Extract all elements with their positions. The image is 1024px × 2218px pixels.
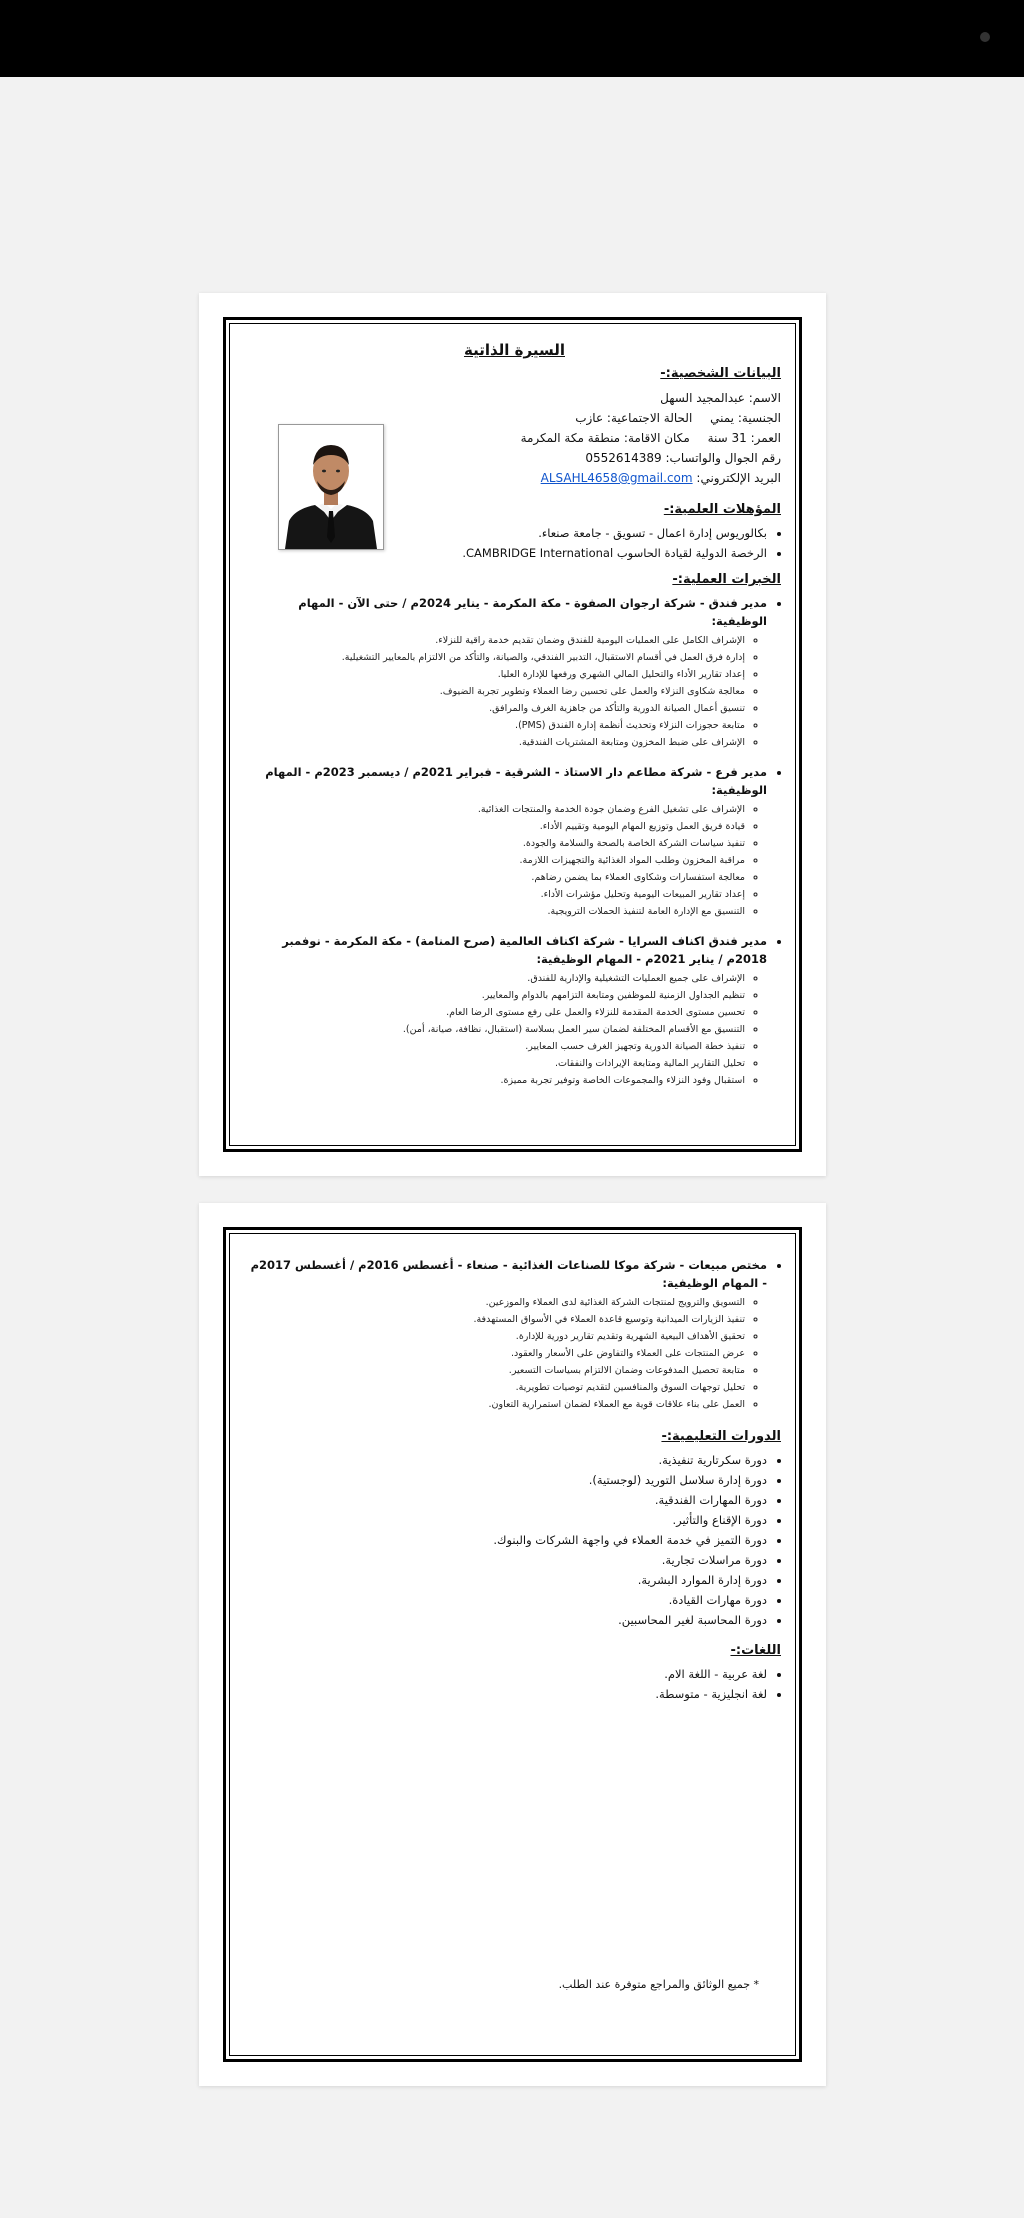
experience-heading: الخبرات العملية:- (672, 572, 781, 587)
task-item: ◦ الإشراف على جميع العمليات التشغيلية والإدارية للفندق. (248, 970, 745, 987)
task-item: ◦ تحليل التقارير المالية ومتابعة الإيرادات والنفقات. (248, 1055, 745, 1072)
name-field: الاسم: عبدالمجيد السهل (660, 391, 781, 405)
list-item: • لغة عربية - اللغة الام. (248, 1665, 767, 1683)
task-item: ◦ استقبال وفود النزلاء والمجموعات الخاصة وتوفير تجربة مميزة. (248, 1072, 745, 1089)
cv-content-page-2 (248, 1256, 781, 1705)
qualifications-list (248, 524, 781, 562)
list-item: • دورة التميز في خدمة العملاء في واجهة الشركات والبنوك. (248, 1531, 767, 1549)
task-item: ◦ قيادة فريق العمل وتوزيع المهام اليومية وتقييم الأداء. (248, 818, 745, 835)
task-item: ◦ إعداد تقارير الأداء والتحليل المالي الشهري ورفعها للإدارة العليا. (248, 666, 745, 683)
languages-heading: اللغات:- (730, 1643, 781, 1658)
task-item: ◦ متابعة حجوزات النزلاء وتحديث أنظمة إدارة الفندق (PMS). (248, 717, 745, 734)
task-item: ◦ الإشراف على ضبط المخزون ومتابعة المشتريات الفندقية. (248, 734, 745, 751)
task-item: ◦ تنفيذ الزيارات الميدانية وتوسيع قاعدة العملاء في الأسواق المستهدفة. (248, 1311, 745, 1328)
languages-list (248, 1665, 781, 1703)
jobs-list-continued (248, 1256, 781, 1413)
footer-note: * جميع الوثائق والمراجع متوفرة عند الطلب. (558, 1978, 759, 1991)
list-item: • الرخصة الدولية لقيادة الحاسوب CAMBRIDGE International. (248, 544, 767, 562)
courses-heading: الدورات التعليمية:- (661, 1429, 781, 1444)
task-item: ◦ متابعة تحصيل المدفوعات وضمان الالتزام بسياسات التسعير. (248, 1362, 745, 1379)
task-item: ◦ تحليل توجهات السوق والمنافسين لتقديم توصيات تطويرية. (248, 1379, 745, 1396)
job-tasks (248, 632, 767, 751)
task-item: ◦ تنفيذ خطة الصيانة الدورية وتجهيز الغرف حسب المعايير. (248, 1038, 745, 1055)
list-item: • دورة مراسلات تجارية. (248, 1551, 767, 1569)
jobs-list (248, 594, 781, 1089)
task-item: ◦ تحسين مستوى الخدمة المقدمة للنزلاء والعمل على رفع مستوى الرضا العام. (248, 1004, 745, 1021)
list-item: • دورة مهارات القيادة. (248, 1591, 767, 1609)
job-entry (248, 932, 767, 1089)
menu-dot-icon[interactable] (980, 32, 990, 42)
task-item: ◦ تنظيم الجداول الزمنية للموظفين ومتابعة التزامهم بالدوام والمعايير. (248, 987, 745, 1004)
task-item: ◦ تحقيق الأهداف البيعية الشهرية وتقديم تقارير دورية للإدارة. (248, 1328, 745, 1345)
task-item: ◦ إدارة فرق العمل في أقسام الاستقبال، التدبير الفندقي، والصيانة، والتأكد من الالتزام بالمعايير التشغيلية. (248, 649, 745, 666)
list-item: • دورة المهارات الفندقية. (248, 1491, 767, 1509)
phone-field: رقم الجوال والواتساب: 0552614389 (585, 451, 781, 465)
nationality-row (248, 408, 781, 428)
task-item: ◦ إعداد تقارير المبيعات اليومية وتحليل مؤشرات الأداء. (248, 886, 745, 903)
cv-content-page-1 (248, 342, 781, 1095)
age-row (248, 428, 781, 448)
task-item: ◦ عرض المنتجات على العملاء والتفاوض على الأسعار والعقود. (248, 1345, 745, 1362)
list-item: • بكالوريوس إدارة اعمال - تسويق - جامعة صنعاء. (248, 524, 767, 542)
job-entry (248, 594, 767, 751)
job-title: مدير فندق اكناف السرايا - شركة اكناف العالمية (صرح المنامة) - مكة المكرمة - نوفمبر 2018م / يناير 2021م - المهام الوظيفية: (282, 934, 767, 966)
age-field: العمر: 31 سنة (707, 431, 781, 445)
viewer-top-bar (0, 0, 1024, 77)
job-entry (248, 763, 767, 920)
list-item: • دورة إدارة سلاسل التوريد (لوجستية). (248, 1471, 767, 1489)
task-item: ◦ العمل على بناء علاقات قوية مع العملاء لضمان استمرارية التعاون. (248, 1396, 745, 1413)
page-border (223, 317, 802, 1152)
task-item: ◦ معالجة شكاوى النزلاء والعمل على تحسين رضا العملاء وتطوير تجربة الضيوف. (248, 683, 745, 700)
qualifications-heading: المؤهلات العلمية:- (663, 502, 781, 517)
email-row (248, 468, 781, 488)
document-page-2 (199, 1203, 826, 2086)
task-item: ◦ معالجة استفسارات وشكاوى العملاء بما يضمن رضاهم. (248, 869, 745, 886)
document-page-1 (199, 293, 826, 1176)
task-item: ◦ تنفيذ سياسات الشركة الخاصة بالصحة والسلامة والجودة. (248, 835, 745, 852)
task-item: ◦ تنسيق أعمال الصيانة الدورية والتأكد من جاهزية الغرف والمرافق. (248, 700, 745, 717)
job-entry (248, 1256, 767, 1413)
job-tasks (248, 801, 767, 920)
email-link[interactable]: ALSAHL4658@gmail.com (540, 471, 693, 485)
list-item: • دورة سكرتارية تنفيذية. (248, 1451, 767, 1469)
task-item: ◦ التسويق والترويج لمنتجات الشركة الغذائية لدى العملاء والموزعين. (248, 1294, 745, 1311)
job-tasks (248, 970, 767, 1089)
personal-info-heading: البيانات الشخصية:- (660, 366, 781, 381)
courses-list (248, 1451, 781, 1629)
job-title: مختص مبيعات - شركة موكا للصناعات الغذائية - صنعاء - أغسطس 2016م / أغسطس 2017م - المهام الوظيفية: (250, 1258, 767, 1290)
list-item: • دورة إدارة الموارد البشرية. (248, 1571, 767, 1589)
email-label: البريد الإلكتروني: (696, 471, 781, 485)
list-item: • لغة انجليزية - متوسطة. (248, 1685, 767, 1703)
task-item: ◦ الإشراف على تشغيل الفرع وضمان جودة الخدمة والمنتجات الغذائية. (248, 801, 745, 818)
task-item: ◦ مراقبة المخزون وطلب المواد الغذائية والتجهيزات اللازمة. (248, 852, 745, 869)
list-item: • دورة المحاسبة لغير المحاسبين. (248, 1611, 767, 1629)
page-title: السيرة الذاتية (463, 341, 565, 359)
task-item: ◦ الإشراف الكامل على العمليات اليومية للفندق وضمان تقديم خدمة راقية للنزلاء. (248, 632, 745, 649)
residence-field: مكان الاقامة: منطقة مكة المكرمة (520, 431, 690, 445)
job-title: مدير فرع - شركة مطاعم دار الاستاذ - الشرقية - فبراير 2021م / ديسمبر 2023م - المهام الوظيفية: (265, 765, 767, 797)
nationality-field: الجنسية: يمني (710, 411, 781, 425)
task-item: ◦ التنسيق مع الإدارة العامة لتنفيذ الحملات الترويجية. (248, 903, 745, 920)
page-border (223, 1227, 802, 2062)
task-item: ◦ التنسيق مع الأقسام المختلفة لضمان سير العمل بسلاسة (استقبال، نظافة، صيانة، أمن). (248, 1021, 745, 1038)
list-item: • دورة الإقناع والتأثير. (248, 1511, 767, 1529)
job-tasks (248, 1294, 767, 1413)
job-title: مدير فندق - شركة ارجوان الصفوة - مكة المكرمة - يناير 2024م / حتى الآن - المهام الوظيفية: (298, 596, 767, 628)
marital-status-field: الحالة الاجتماعية: عازب (575, 411, 693, 425)
